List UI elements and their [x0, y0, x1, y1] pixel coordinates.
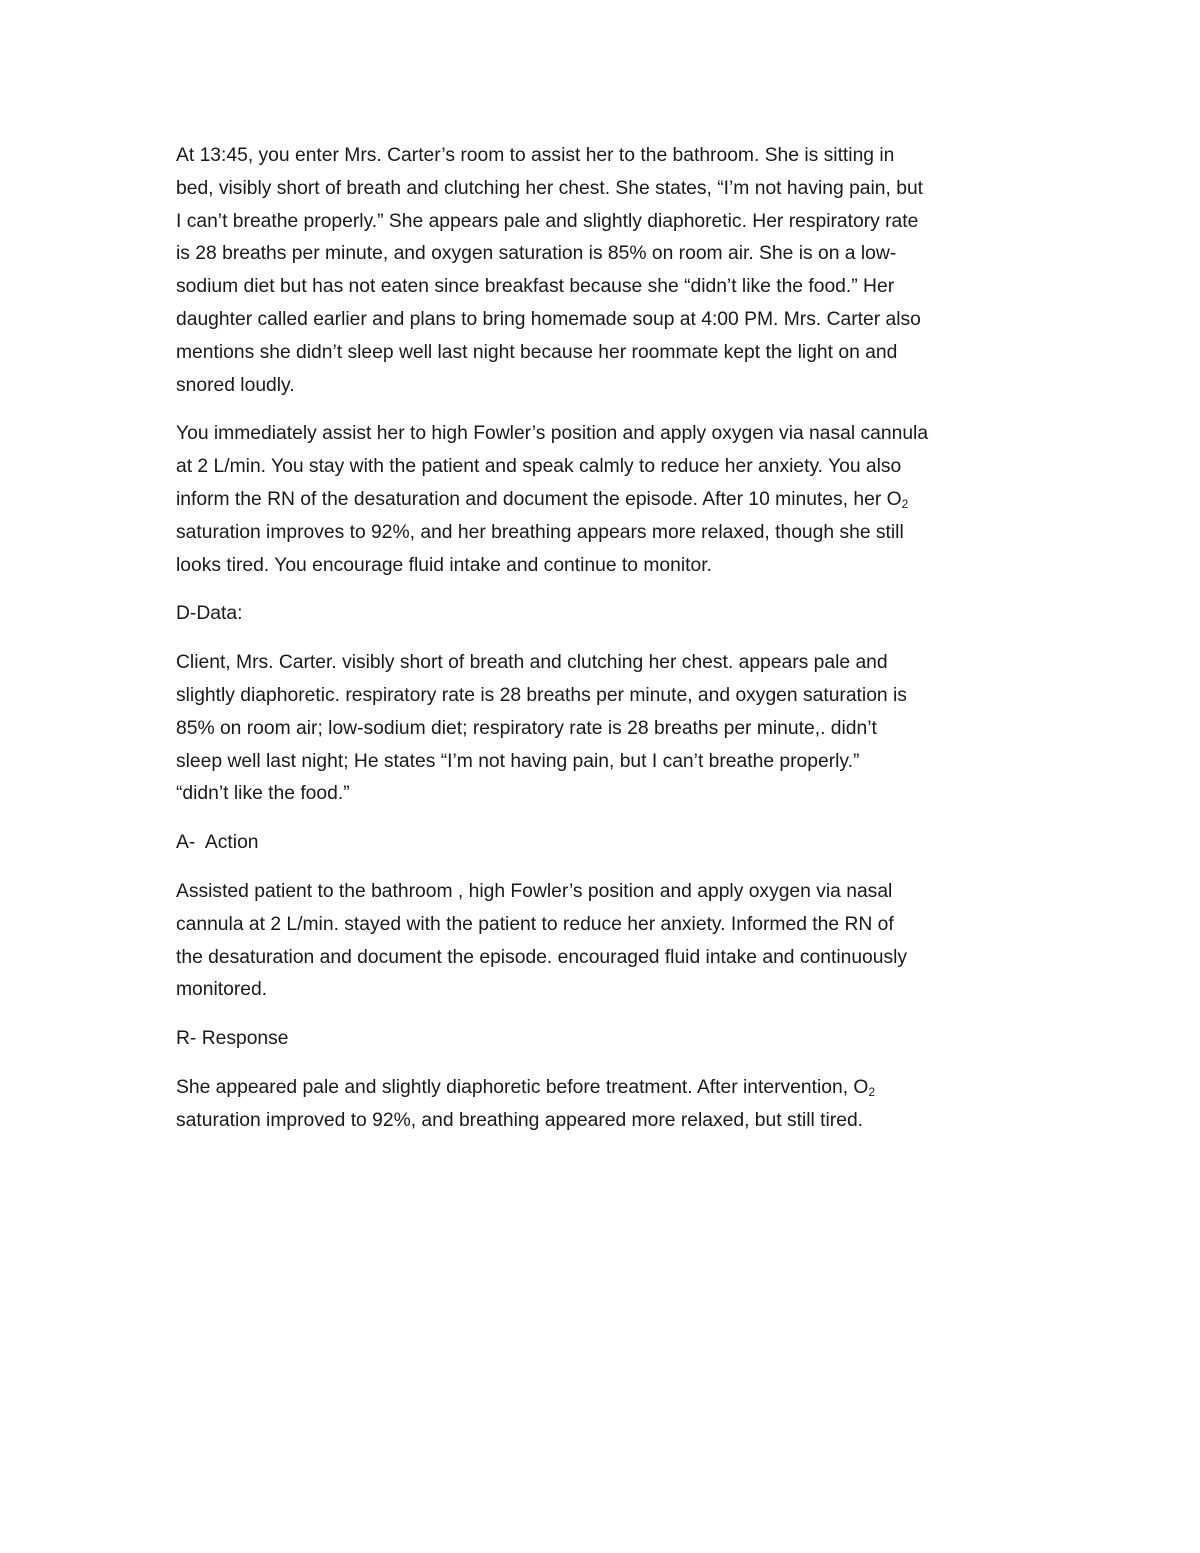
data-heading — [176, 598, 1036, 631]
intervention-paragraph — [176, 418, 1036, 582]
subscript: 2 — [901, 496, 909, 511]
text-line: the desaturation and document the episode. encouraged fluid intake and continuously — [176, 946, 908, 968]
response-heading — [176, 1023, 1036, 1056]
text-line: looks tired. You encourage fluid intake and continue to monitor. — [176, 554, 712, 576]
heading-text: A- Action — [176, 832, 259, 854]
text-line: at 2 L/min. You stay with the patient and speak calmly to reduce her anxiety. You also — [176, 456, 902, 478]
text-line: sodium diet but has not eaten since breakfast because she “didn’t like the food.” Her — [176, 276, 895, 298]
text-line: mentions she didn’t sleep well last night because her roommate kept the light on and — [176, 341, 898, 363]
response-paragraph — [176, 1072, 1036, 1138]
text-line: At 13:45, you enter Mrs. Carter’s room to assist her to the bathroom. She is sitting in — [176, 145, 895, 166]
text-line: “didn’t like the food.” — [176, 783, 350, 805]
text-line: I can’t breathe properly.” She appears pale and slightly diaphoretic. Her respiratory rate — [176, 210, 919, 232]
data-paragraph — [176, 647, 1036, 811]
text-line: daughter called earlier and plans to bring homemade soup at 4:00 PM. Mrs. Carter also — [176, 308, 921, 330]
text-segment: She appeared pale and slightly diaphoretic before treatment. After intervention, O — [176, 1076, 869, 1098]
text-line — [176, 484, 1036, 517]
text-line: snored loudly. — [176, 374, 295, 396]
action-paragraph — [176, 876, 1036, 1007]
text-line: bed, visibly short of breath and clutching her chest. She states, “I’m not having pain, but — [176, 177, 924, 199]
text-line: sleep well last night; He states “I’m not having pain, but I can’t breathe properly.” — [176, 750, 860, 772]
text-line: Client, Mrs. Carter. visibly short of breath and clutching her chest. appears pale and — [176, 652, 888, 674]
scenario-paragraph — [176, 140, 1036, 402]
subscript: 2 — [868, 1084, 876, 1099]
document-body — [176, 140, 1036, 1154]
text-line: slightly diaphoretic. respiratory rate is 28 breaths per minute, and oxygen saturation is — [176, 684, 907, 706]
heading-text: D-Data: — [176, 603, 243, 625]
text-line — [176, 1072, 1036, 1105]
action-heading — [176, 827, 1036, 860]
text-line: is 28 breaths per minute, and oxygen saturation is 85% on room air. She is on a low- — [176, 243, 897, 265]
text-line: cannula at 2 L/min. stayed with the patient to reduce her anxiety. Informed the RN of — [176, 913, 894, 935]
text-line: saturation improves to 92%, and her breathing appears more relaxed, though she still — [176, 521, 904, 543]
text-line: monitored. — [176, 979, 268, 1001]
text-line: You immediately assist her to high Fowler’s position and apply oxygen via nasal cannula — [176, 423, 929, 445]
text-line: 85% on room air; low-sodium diet; respiratory rate is 28 breaths per minute,. didn’t — [176, 717, 877, 739]
heading-text: R- Response — [176, 1028, 289, 1050]
text-line: saturation improved to 92%, and breathing appeared more relaxed, but still tired. — [176, 1109, 864, 1131]
text-line: Assisted patient to the bathroom , high Fowler’s position and apply oxygen via nasal — [176, 880, 893, 902]
text-segment: inform the RN of the desaturation and document the episode. After 10 minutes, her O — [176, 488, 902, 510]
